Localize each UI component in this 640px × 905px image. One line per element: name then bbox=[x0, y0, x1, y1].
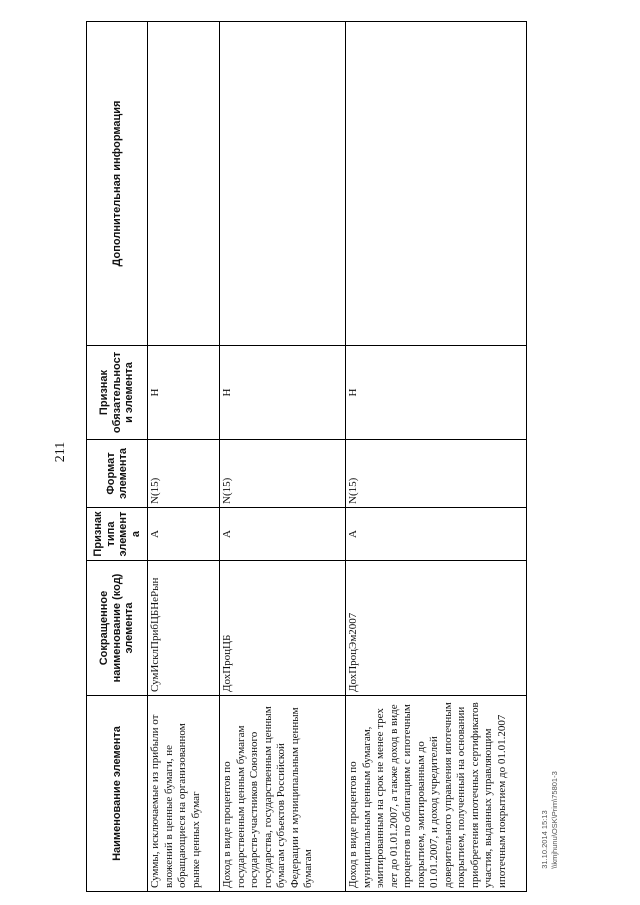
footer-date: 31.10.2014 15:13 bbox=[540, 810, 550, 869]
header-required: Признак обязательности элемента bbox=[87, 346, 148, 440]
header-type: Признак типа элемента bbox=[87, 508, 148, 561]
page-number-text: 211 bbox=[53, 441, 69, 463]
cell-required: Н bbox=[346, 346, 527, 440]
header-code: Сокращенное наименование (код) элемента bbox=[87, 561, 148, 696]
table-header-row bbox=[87, 22, 148, 892]
cell-type: А bbox=[220, 508, 346, 561]
table-row bbox=[346, 22, 527, 892]
cell-format: N(15) bbox=[148, 440, 220, 508]
cell-code: СумИсклПрибЦБНеРын bbox=[148, 561, 220, 696]
table-row bbox=[148, 22, 220, 892]
cell-type: А bbox=[346, 508, 527, 561]
table-row bbox=[220, 22, 346, 892]
cell-format: N(15) bbox=[346, 440, 527, 508]
header-name: Наименование элемента bbox=[87, 696, 148, 892]
cell-info bbox=[220, 22, 346, 346]
footer-text bbox=[540, 771, 560, 869]
cell-type: А bbox=[148, 508, 220, 561]
cell-required: Н bbox=[148, 346, 220, 440]
cell-name: Доход в виде процентов по государственным ценным бумагам государств-участников Союзного государства, государственным ценным бумагам субъектов Российской Федерации и муниципальным ценным бумагам bbox=[220, 696, 346, 892]
document-footer bbox=[520, 755, 580, 885]
page-number bbox=[51, 432, 71, 472]
cell-info bbox=[346, 22, 527, 346]
cell-code: ДохПроцЦБ bbox=[220, 561, 346, 696]
table-frame bbox=[86, 22, 526, 892]
rotated-table-container bbox=[86, 22, 526, 892]
elements-table bbox=[86, 21, 527, 892]
cell-name: Суммы, исключаемые из прибыли от вложений в ценные бумаги, не обращающиеся на организованном рынке ценных бумаг bbox=[148, 696, 220, 892]
cell-code: ДохПроцЭм2007 bbox=[346, 561, 527, 696]
header-format: Формат элемента bbox=[87, 440, 148, 508]
footer-path: \\kmjhunu\OSK\Prim\75801-3 bbox=[550, 771, 560, 869]
cell-required: Н bbox=[220, 346, 346, 440]
header-info: Дополнительная информация bbox=[87, 22, 148, 346]
cell-info bbox=[148, 22, 220, 346]
cell-format: N(15) bbox=[220, 440, 346, 508]
cell-name: Доход в виде процентов по муниципальным ценным бумагам, эмитированным на срок не менее трех лет до 01.01.2007, а также доход в виде процентов по облигациям с ипотечным покрытием, эмитированным до 01.01.2007, и доход учредителей доверительного управления ипотечным покрытием, полученный на основании приобретения ипотечных сертификатов участия, выданных управляющим ипотечным покрытием до 01.01.2007 bbox=[346, 696, 527, 892]
